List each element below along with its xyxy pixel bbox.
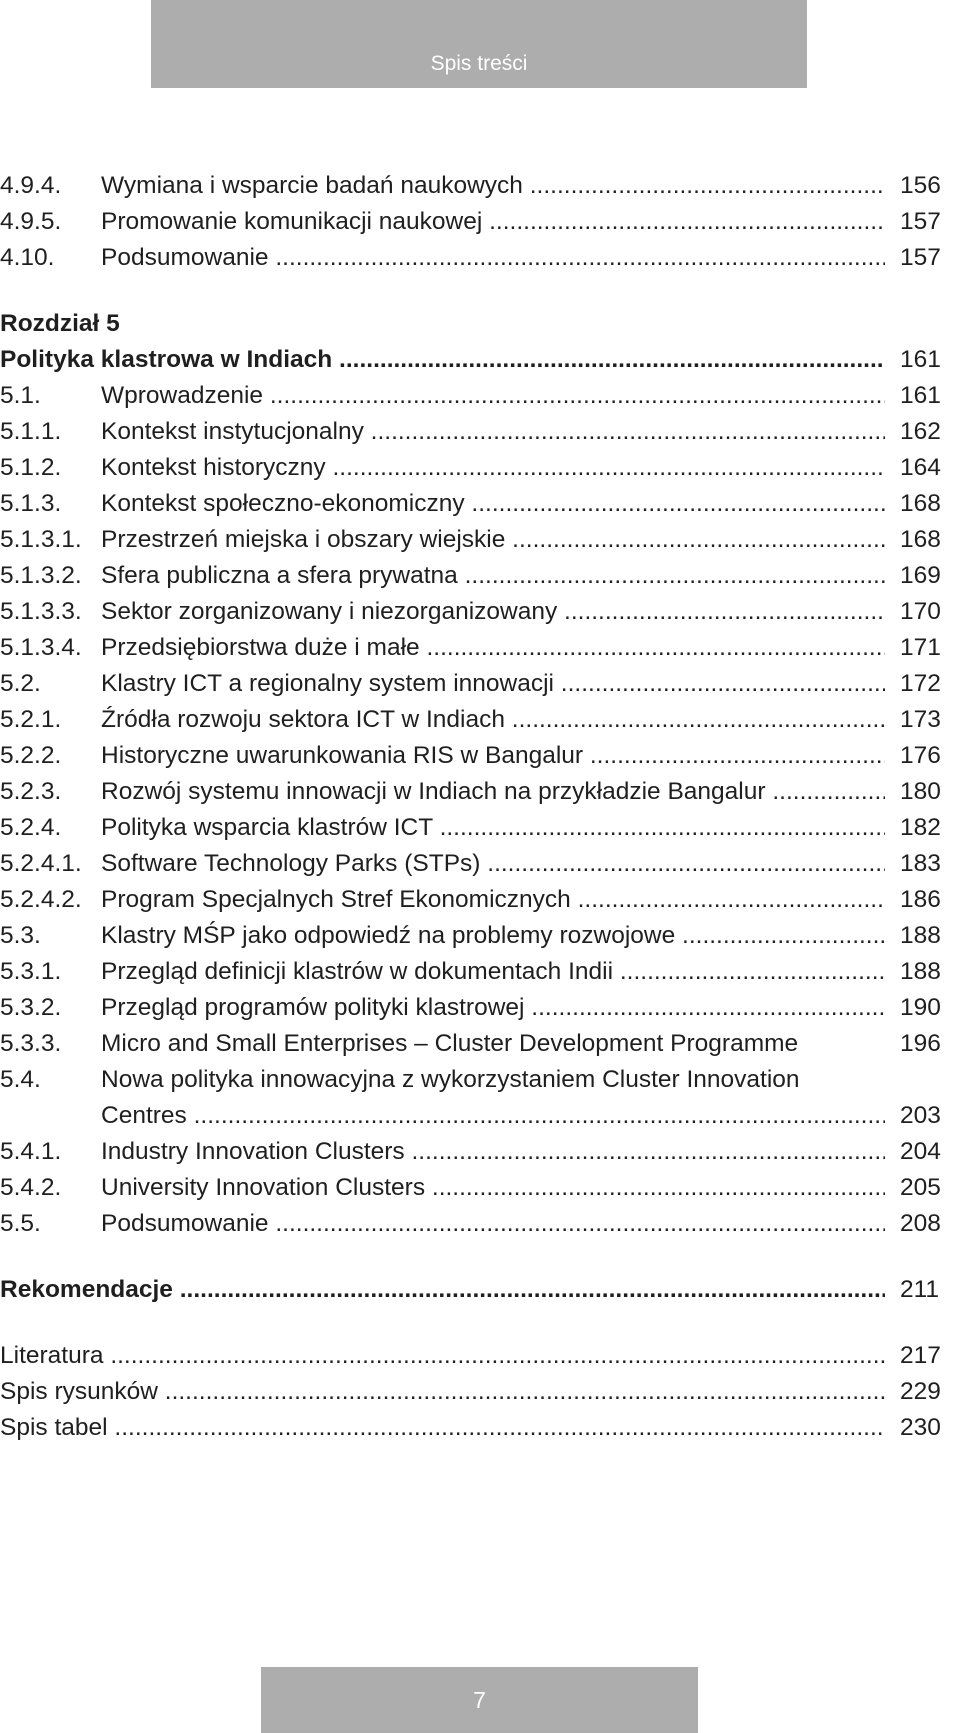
toc-entry[interactable] xyxy=(0,846,960,882)
toc-entry-page: 217 xyxy=(900,1342,941,1369)
toc-entry-number: 4.10. xyxy=(0,244,55,271)
toc-entry-page: 230 xyxy=(900,1414,941,1441)
toc-entry[interactable] xyxy=(0,1026,960,1062)
toc-entry-page: 173 xyxy=(900,706,941,733)
section-spacer xyxy=(0,276,960,306)
toc-entry[interactable] xyxy=(0,240,960,276)
toc-entry-number: 5.2.3. xyxy=(0,778,62,805)
toc-entry[interactable] xyxy=(0,522,960,558)
toc-entry-page: 203 xyxy=(900,1102,941,1129)
toc-entry-page: 157 xyxy=(900,208,941,235)
toc-entry-continuation[interactable] xyxy=(0,1098,960,1134)
toc-entry[interactable] xyxy=(0,594,960,630)
toc-entry[interactable] xyxy=(0,1338,960,1374)
toc-entry-number: 5.1.3.3. xyxy=(0,598,82,625)
toc-entry[interactable] xyxy=(0,810,960,846)
toc-entry-title: Klastry MŚP jako odpowiedź na problemy rozwojowe ..... xyxy=(101,918,885,954)
toc-entry-page: 180 xyxy=(900,778,941,805)
toc-entry-title: Promowanie komunikacji naukowej ..... xyxy=(101,204,885,240)
toc-entry[interactable] xyxy=(0,774,960,810)
toc-entry-page: 182 xyxy=(900,814,941,841)
toc-entry-title: Kontekst instytucjonalny ..... xyxy=(101,414,885,450)
toc-entry-number: 5.2.4.2. xyxy=(0,886,82,913)
toc-entry-number: 5.3.2. xyxy=(0,994,62,1021)
chapter-title-entry[interactable] xyxy=(0,342,960,378)
toc-entry-page: 190 xyxy=(900,994,941,1021)
toc-entry-page: 205 xyxy=(900,1174,941,1201)
toc-entry[interactable] xyxy=(0,954,960,990)
toc-entry-page: 208 xyxy=(900,1210,941,1237)
toc-entry-title: Przedsiębiorstwa duże i małe ..... xyxy=(101,630,885,666)
toc-entry-page: 161 xyxy=(900,382,941,409)
table-of-contents xyxy=(0,168,960,1446)
toc-entry-title: University Innovation Clusters ..... xyxy=(101,1170,885,1206)
toc-entry-page: 196 xyxy=(900,1030,941,1057)
section-spacer xyxy=(0,1308,960,1338)
toc-entry-page: 170 xyxy=(900,598,941,625)
toc-entry-page: 162 xyxy=(900,418,941,445)
toc-entry[interactable] xyxy=(0,168,960,204)
toc-entry-number: 5.4.2. xyxy=(0,1174,62,1201)
toc-entry-page: 176 xyxy=(900,742,941,769)
page-header-title: Spis treści xyxy=(430,52,528,75)
page-footer-bar xyxy=(261,1667,698,1733)
toc-entry-number: 5.1.3.1. xyxy=(0,526,82,553)
toc-entry-title: Źródła rozwoju sektora ICT w Indiach ..... xyxy=(101,702,885,738)
toc-entry-page: 169 xyxy=(900,562,941,589)
toc-entry-title: Wprowadzenie ..... xyxy=(101,378,885,414)
section-spacer xyxy=(0,1242,960,1272)
toc-entry[interactable] xyxy=(0,414,960,450)
toc-entry-title: Podsumowanie ..... xyxy=(101,1206,885,1242)
toc-entry-page: 183 xyxy=(900,850,941,877)
toc-entry-page: 186 xyxy=(900,886,941,913)
toc-entry[interactable] xyxy=(0,1062,960,1098)
toc-entry-title: Rozwój systemu innowacji w Indiach na przykładzie Bangalur ..... xyxy=(101,774,885,810)
toc-entry-page: 161 xyxy=(900,346,941,373)
page-header-bar xyxy=(151,0,807,88)
toc-entry-number: 5.1.2. xyxy=(0,454,62,481)
toc-entry-title: Wymiana i wsparcie badań naukowych ..... xyxy=(101,168,885,204)
toc-entry-number: 5.2.2. xyxy=(0,742,62,769)
toc-entry-number: 4.9.5. xyxy=(0,208,62,235)
toc-entry-number: 5.2. xyxy=(0,670,41,697)
toc-entry-number: 5.3.1. xyxy=(0,958,62,985)
toc-entry-page: 211 xyxy=(900,1276,940,1303)
toc-entry-number: 5.1.1. xyxy=(0,418,62,445)
toc-entry-title: Kontekst historyczny ..... xyxy=(101,450,885,486)
toc-entry-title: Program Specjalnych Stref Ekonomicznych ..... xyxy=(101,882,885,918)
toc-entry-recommendations[interactable] xyxy=(0,1272,960,1308)
toc-entry-number: 4.9.4. xyxy=(0,172,62,199)
toc-entry-page: 157 xyxy=(900,244,941,271)
toc-entry[interactable] xyxy=(0,1410,960,1446)
chapter-label-text: Rozdział 5 xyxy=(0,310,120,337)
toc-entry-page: 229 xyxy=(900,1378,941,1405)
toc-entry[interactable] xyxy=(0,630,960,666)
toc-entry-number: 5.1.3.2. xyxy=(0,562,82,589)
toc-entry-title: Sfera publiczna a sfera prywatna ..... xyxy=(101,558,885,594)
toc-entry-title: Kontekst społeczno-ekonomiczny ..... xyxy=(101,486,885,522)
toc-entry[interactable] xyxy=(0,990,960,1026)
toc-entry-title: Spis rysunków ..... xyxy=(0,1374,885,1410)
toc-entry-title: Nowa polityka innowacyjna z wykorzystaniem Cluster Innovation xyxy=(101,1066,800,1093)
toc-entry-title: Historyczne uwarunkowania RIS w Bangalur ..... xyxy=(101,738,885,774)
toc-entry-title: Przestrzeń miejska i obszary wiejskie ..... xyxy=(101,522,885,558)
toc-entry[interactable] xyxy=(0,1206,960,1242)
toc-entry-page: 172 xyxy=(900,670,941,697)
chapter-label xyxy=(0,306,960,342)
toc-entry[interactable] xyxy=(0,918,960,954)
toc-entry-number: 5.5. xyxy=(0,1210,41,1237)
toc-entry[interactable] xyxy=(0,204,960,240)
toc-entry[interactable] xyxy=(0,738,960,774)
toc-entry-number: 5.1. xyxy=(0,382,41,409)
toc-entry-title: Przegląd programów polityki klastrowej ..... xyxy=(101,990,885,1026)
toc-entry[interactable] xyxy=(0,1134,960,1170)
toc-entry-page: 188 xyxy=(900,958,941,985)
toc-entry[interactable] xyxy=(0,450,960,486)
toc-entry[interactable] xyxy=(0,882,960,918)
toc-entry-number: 5.4. xyxy=(0,1066,41,1093)
toc-entry-number: 5.1.3. xyxy=(0,490,62,517)
toc-entry-number: 5.3.3. xyxy=(0,1030,62,1057)
toc-entry-page: 204 xyxy=(900,1138,941,1165)
toc-entry-number: 5.2.4. xyxy=(0,814,62,841)
toc-entry-page: 168 xyxy=(900,526,941,553)
toc-entry-page: 164 xyxy=(900,454,941,481)
toc-entry-title: Sektor zorganizowany i niezorganizowany ..... xyxy=(101,594,885,630)
toc-entry[interactable] xyxy=(0,378,960,414)
toc-entry-number: 5.2.4.1. xyxy=(0,850,82,877)
toc-entry-title: Software Technology Parks (STPs) ..... xyxy=(101,846,885,882)
toc-entry-page: 168 xyxy=(900,490,941,517)
chapter-title: Polityka klastrowa w Indiach ..... xyxy=(0,342,885,378)
toc-entry-title: Literatura ..... xyxy=(0,1338,885,1374)
toc-entry[interactable] xyxy=(0,702,960,738)
toc-entry-title: Rekomendacje ..... xyxy=(0,1272,885,1308)
toc-entry-page: 156 xyxy=(900,172,941,199)
toc-entry-title: Industry Innovation Clusters ..... xyxy=(101,1134,885,1170)
toc-entry-title: Spis tabel ..... xyxy=(0,1410,885,1446)
toc-entry-page: 188 xyxy=(900,922,941,949)
toc-entry[interactable] xyxy=(0,558,960,594)
toc-entry[interactable] xyxy=(0,666,960,702)
toc-entry-number: 5.2.1. xyxy=(0,706,62,733)
toc-entry-title: Przegląd definicji klastrów w dokumentach Indii ..... xyxy=(101,954,885,990)
toc-entry-title: Micro and Small Enterprises – Cluster Development Programme xyxy=(101,1030,799,1057)
toc-entry[interactable] xyxy=(0,486,960,522)
toc-entry[interactable] xyxy=(0,1170,960,1206)
toc-entry-number: 5.3. xyxy=(0,922,41,949)
toc-entry-number: 5.4.1. xyxy=(0,1138,62,1165)
toc-entry-title: Podsumowanie ..... xyxy=(101,240,885,276)
toc-entry-title-continued: Centres ..... xyxy=(101,1098,885,1134)
toc-entry-number: 5.1.3.4. xyxy=(0,634,82,661)
toc-entry-title: Polityka wsparcia klastrów ICT ..... xyxy=(101,810,885,846)
toc-entry-page: 171 xyxy=(900,634,941,661)
toc-entry[interactable] xyxy=(0,1374,960,1410)
toc-entry-title: Klastry ICT a regionalny system innowacji ..... xyxy=(101,666,885,702)
page-number: 7 xyxy=(473,1687,486,1713)
